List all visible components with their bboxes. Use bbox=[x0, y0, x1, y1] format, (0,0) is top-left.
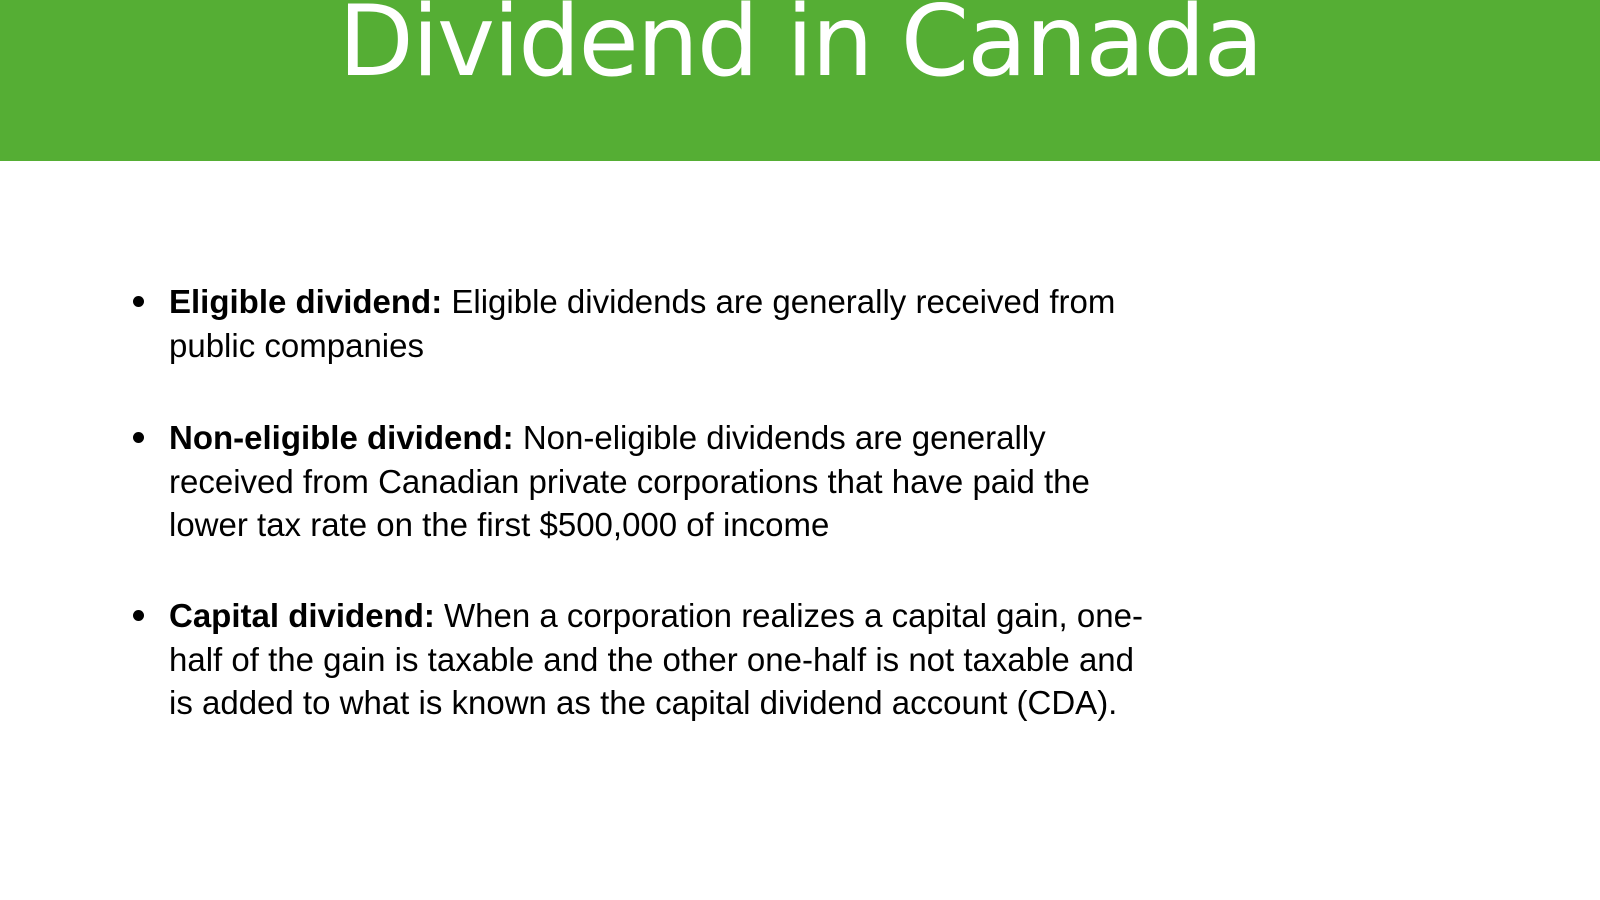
bullet-description: Eligible dividends are generally received from public companies bbox=[169, 283, 1116, 364]
bullet-text bbox=[169, 280, 1149, 367]
bullet-description: Non-eligible dividends are generally received from Canadian private corporations that have paid the lower tax rate on the first $500,000 of income bbox=[169, 419, 1090, 543]
bullet-description: When a corporation realizes a capital gain, one-half of the gain is taxable and the other one-half is not taxable and is added to what is known as the capital dividend account (CDA). bbox=[169, 597, 1143, 721]
title-banner bbox=[0, 0, 1600, 161]
bullet-dot-icon bbox=[133, 296, 144, 307]
slide-title: Dividend in Canada bbox=[338, 0, 1262, 99]
bullet-text bbox=[169, 416, 1149, 547]
bullet-term: Non-eligible dividend: bbox=[169, 419, 514, 456]
bullet-dot-icon bbox=[133, 610, 144, 621]
bullet-term: Capital dividend: bbox=[169, 597, 435, 634]
bullet-text bbox=[169, 594, 1149, 725]
bullet-dot-icon bbox=[133, 432, 144, 443]
bullet-term: Eligible dividend: bbox=[169, 283, 443, 320]
